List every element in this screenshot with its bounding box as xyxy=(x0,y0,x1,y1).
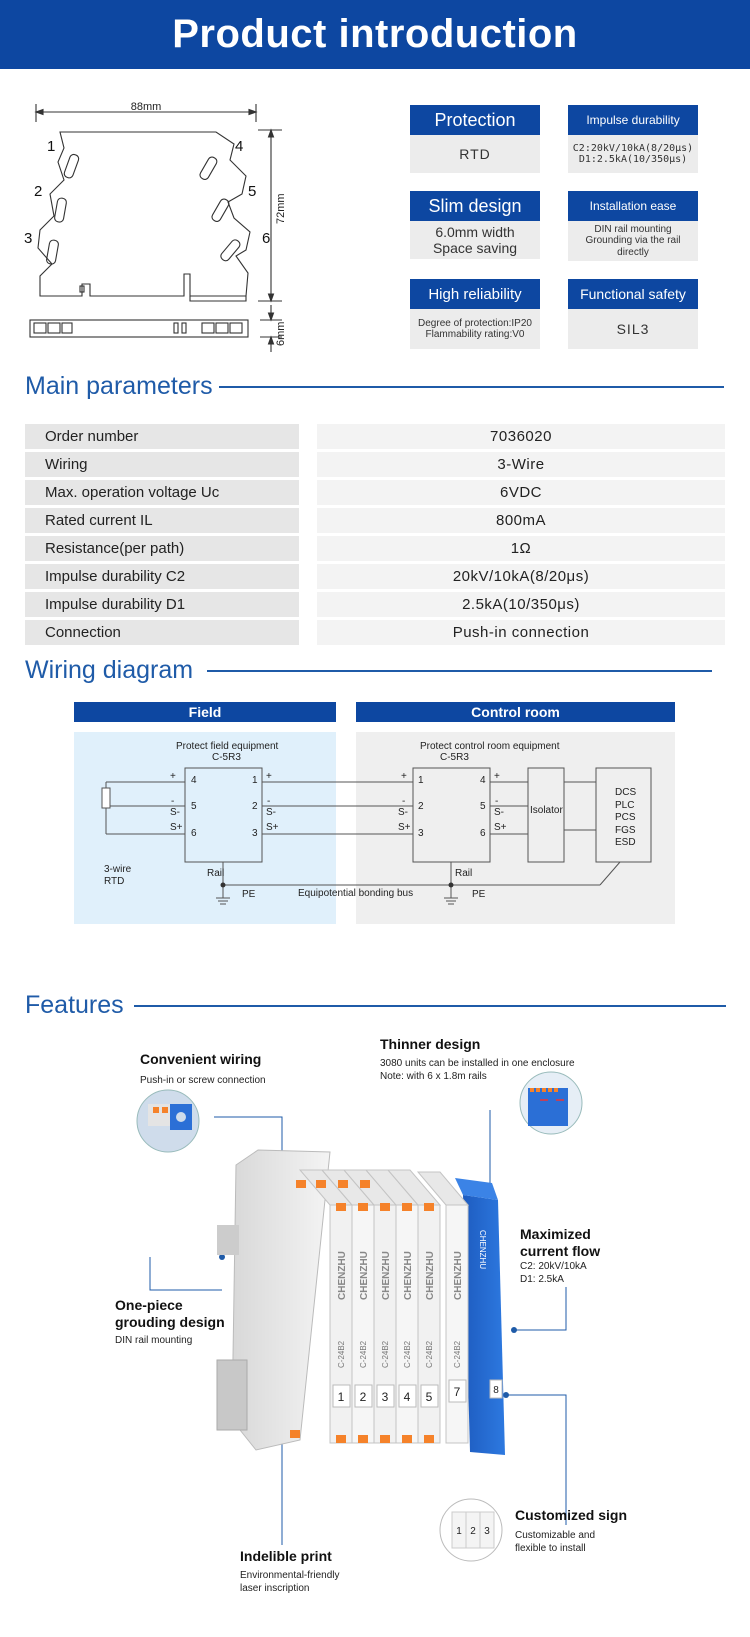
section-divider xyxy=(134,1005,726,1007)
system-item: DCS xyxy=(615,787,637,798)
param-value: 800mA xyxy=(317,508,725,533)
param-key: Connection xyxy=(25,620,299,645)
highlight-body: Space saving xyxy=(432,240,518,256)
highlight-title: Installation ease xyxy=(568,191,698,221)
sign-label: - xyxy=(402,796,406,807)
feature-sub-line: D1: 2.5kA xyxy=(520,1273,564,1285)
tag-number: 2 xyxy=(359,1390,367,1404)
feature-sub-line: 3080 units can be installed in one enclosure xyxy=(380,1058,575,1069)
sign-label: + xyxy=(401,771,407,782)
feature-title: Thinner design xyxy=(380,1036,481,1052)
feature-title: One-piece grouding design xyxy=(115,1297,225,1330)
pin-label: 3 xyxy=(418,828,424,839)
rtd-line: 3-wire xyxy=(104,864,132,875)
isolator-label: Isolator xyxy=(530,805,563,816)
module-model: C-24B2 xyxy=(425,1340,434,1368)
pin-label: 4 xyxy=(191,775,197,786)
module-brand: CHENZHU xyxy=(359,1251,370,1300)
sign-label: S- xyxy=(170,807,180,818)
sign-label: - xyxy=(495,796,499,807)
feature-sub-line: Customizable and xyxy=(515,1530,596,1541)
pin-label: 1 xyxy=(252,775,258,786)
feature-title: Indelible print xyxy=(240,1548,332,1564)
module-model: C-24B2 xyxy=(403,1340,412,1368)
rtd-label xyxy=(104,864,131,888)
feature-sub xyxy=(520,1261,587,1286)
highlight-title: Protection xyxy=(410,105,540,135)
systems-list xyxy=(615,787,636,850)
pe-label: PE xyxy=(472,889,486,900)
pin-label: 5 xyxy=(480,801,486,812)
blue-brand: CHENZHU xyxy=(478,1230,487,1270)
param-value: 20kV/10kA(8/20μs) xyxy=(317,564,725,589)
system-item: PCS xyxy=(615,812,636,823)
section-features xyxy=(25,991,726,1020)
dim-thickness: 6mm xyxy=(275,321,287,346)
highlight-title: Slim design xyxy=(410,191,540,221)
sign-label: S- xyxy=(266,807,276,818)
feature-title: Convenient wiring xyxy=(140,1051,262,1067)
sign-label: S- xyxy=(398,807,408,818)
sign-number: 2 xyxy=(470,1526,476,1537)
param-value: 1Ω xyxy=(317,536,725,561)
module-model: C-24B2 xyxy=(381,1340,390,1368)
system-item: ESD xyxy=(615,837,636,848)
tag-number: 8 xyxy=(493,1385,499,1396)
control-model-label: C-5R3 xyxy=(440,752,469,763)
param-key: Rated current IL xyxy=(25,508,299,533)
system-item: PLC xyxy=(615,799,635,811)
section-heading: Main parameters xyxy=(25,372,213,400)
param-key: Impulse durability C2 xyxy=(25,564,299,589)
highlight-title: Impulse durability xyxy=(568,105,698,135)
tag-number: 3 xyxy=(381,1390,389,1404)
tag-number: 1 xyxy=(337,1390,345,1404)
highlight-body: Degree of protection:IP20 xyxy=(418,317,532,329)
terminal-label: 2 xyxy=(34,183,43,200)
module-model: C-24B2 xyxy=(337,1340,346,1368)
sign-label: + xyxy=(266,771,272,782)
highlight-body: C2:20kV/10kA(8/20μs) xyxy=(572,142,694,154)
param-value: 2.5kA(10/350μs) xyxy=(317,592,725,617)
terminal-label: 4 xyxy=(235,138,244,155)
feature-sub: DIN rail mounting xyxy=(115,1335,193,1346)
module-brand: CHENZHU xyxy=(453,1251,464,1300)
feature-sub xyxy=(240,1570,340,1595)
sign-label: S- xyxy=(494,807,504,818)
pin-label: 5 xyxy=(191,801,197,812)
param-key: Max. operation voltage Uc xyxy=(25,480,299,505)
feature-sub: Push-in or screw connection xyxy=(140,1075,266,1086)
feature-sub xyxy=(515,1530,595,1555)
sign-label: S+ xyxy=(170,822,183,833)
feature-sub-line: C2: 20kV/10kA xyxy=(520,1261,587,1272)
param-key: Order number xyxy=(25,424,299,449)
feature-sub-line: Environmental-friendly xyxy=(240,1570,340,1581)
highlight-body: 6.0mm width xyxy=(435,223,515,240)
system-item: FGS xyxy=(615,824,636,836)
pe-label: PE xyxy=(242,889,256,900)
field-model-label: C-5R3 xyxy=(212,752,241,763)
feature-title: Customized sign xyxy=(515,1507,628,1523)
sign-label: + xyxy=(494,771,500,782)
sign-label: + xyxy=(170,771,176,782)
highlight-body: RTD xyxy=(459,145,491,162)
rtd-line: RTD xyxy=(104,876,125,887)
highlight-title: Functional safety xyxy=(568,279,698,309)
rail-label: Rail xyxy=(207,868,225,879)
param-value: Push-in connection xyxy=(317,620,725,645)
section-heading: Wiring diagram xyxy=(25,656,194,684)
pin-label: 1 xyxy=(418,775,424,786)
sign-number: 1 xyxy=(456,1526,462,1537)
sign-label: S+ xyxy=(494,822,507,833)
module-model: C-24B2 xyxy=(453,1340,462,1368)
module-brand: CHENZHU xyxy=(337,1251,348,1300)
module-brand: CHENZHU xyxy=(381,1251,392,1300)
highlight-body: Flammability rating:V0 xyxy=(425,329,525,340)
feature-title: Maximized current flow xyxy=(520,1226,601,1259)
param-value: 3-Wire xyxy=(317,452,725,477)
highlight-body: directly xyxy=(617,246,649,258)
product-illustration xyxy=(0,1030,750,1637)
rail-label: Rail xyxy=(455,868,473,879)
terminal-label: 5 xyxy=(248,183,257,200)
control-equipment-label: Protect control room equipment xyxy=(420,741,560,752)
param-key: Wiring xyxy=(25,452,299,477)
field-equipment-label: Protect field equipment xyxy=(176,741,279,752)
dim-height: 72mm xyxy=(275,193,287,224)
pin-label: 2 xyxy=(418,801,424,812)
sign-label: S+ xyxy=(398,822,411,833)
pin-label: 3 xyxy=(252,828,258,839)
tag-number: 5 xyxy=(425,1390,433,1404)
highlight-body: SIL3 xyxy=(616,320,650,337)
highlight-body: DIN rail mounting xyxy=(594,223,672,235)
pin-label: 4 xyxy=(480,775,486,786)
param-key: Resistance(per path) xyxy=(25,536,299,561)
feature-sub-line: Note: with 6 x 1.8m rails xyxy=(380,1070,487,1082)
sign-number: 3 xyxy=(484,1526,490,1537)
feature-sub-line: laser inscription xyxy=(240,1582,310,1594)
sign-label: - xyxy=(171,796,175,807)
feature-sub-line: flexible to install xyxy=(515,1542,586,1554)
module-brand: CHENZHU xyxy=(425,1251,436,1300)
pin-label: 6 xyxy=(480,828,486,839)
module-brand: CHENZHU xyxy=(403,1251,414,1300)
tag-number: 4 xyxy=(403,1390,411,1404)
control-room-header: Control room xyxy=(356,702,675,722)
sign-label: - xyxy=(267,796,271,807)
pin-label: 6 xyxy=(191,828,197,839)
terminal-label: 6 xyxy=(262,230,271,247)
feature-sub xyxy=(380,1058,575,1083)
terminal-label: 3 xyxy=(24,230,33,247)
sign-label: S+ xyxy=(266,822,279,833)
param-value: 6VDC xyxy=(317,480,725,505)
pin-label: 2 xyxy=(252,801,258,812)
highlight-body: Grounding via the rail xyxy=(585,235,681,247)
module-model: C-24B2 xyxy=(359,1340,368,1368)
highlight-title: High reliability xyxy=(410,279,540,309)
page-title: Product introduction xyxy=(172,12,578,56)
dim-width: 88mm xyxy=(130,101,162,113)
tag-number: 7 xyxy=(453,1385,461,1399)
terminal-label: 1 xyxy=(47,138,56,155)
field-header: Field xyxy=(74,702,336,722)
section-heading: Features xyxy=(25,991,124,1019)
param-value: 7036020 xyxy=(317,424,725,449)
highlight-body: D1:2.5kA(10/350μs) xyxy=(578,154,688,165)
param-key: Impulse durability D1 xyxy=(25,592,299,617)
bus-label: Equipotential bonding bus xyxy=(298,888,414,899)
